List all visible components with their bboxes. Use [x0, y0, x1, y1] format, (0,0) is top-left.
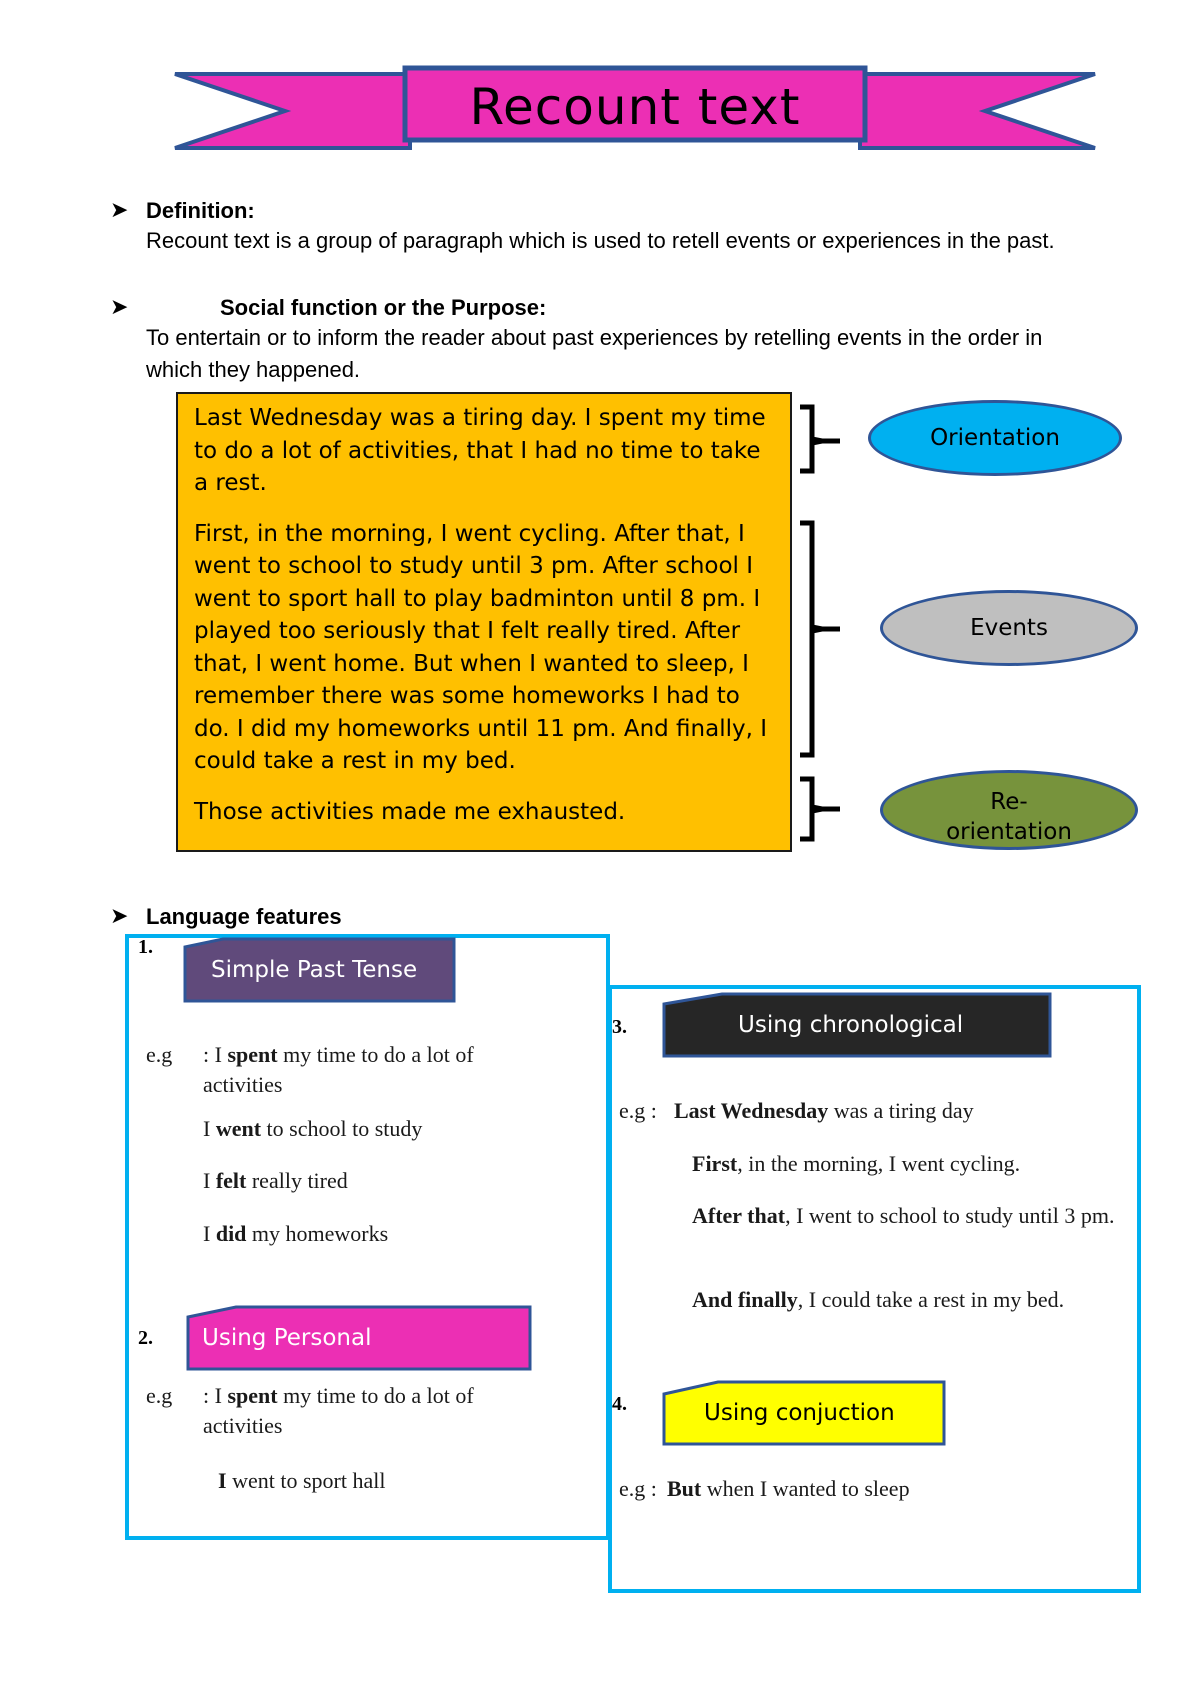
banner-right-ribbon	[860, 74, 1095, 148]
example-line: I did my homeworks	[203, 1221, 389, 1246]
story-events: First, in the morning, I went cycling. After that, I went to school to study until 3 pm. After school I went to sport hall to play badminton until 8 pm. I played too seriously that I felt really tired. After that, I went home. But when I wanted to sleep, I remember there was some homeworks I had to do. I did my homeworks until 11 pm. And finally, I could take a rest in my bed.	[194, 520, 768, 774]
eg-label: e.g	[146, 1042, 173, 1067]
recount-example-box	[176, 392, 792, 852]
example-line: I went to school to study	[203, 1116, 423, 1141]
story-reorientation: Those activities made me exhausted.	[194, 798, 626, 825]
feature-label: Simple Past Tense	[211, 957, 418, 983]
events-label: Events	[970, 615, 1048, 641]
bullet-arrow-icon: ➤	[110, 198, 129, 223]
feature-label: Using Personal	[202, 1325, 372, 1351]
feature-number: 3.	[612, 1016, 627, 1038]
orientation-oval	[868, 400, 1122, 476]
reorientation-label-line1: Re-	[990, 789, 1028, 815]
example-line: But when I wanted to sleep	[667, 1476, 910, 1501]
example-line: After that, I went to school to study until 3 pm.	[692, 1203, 1115, 1228]
reorientation-oval	[880, 770, 1138, 850]
example-line: Last Wednesday was a tiring day	[674, 1098, 974, 1123]
reorientation-label-line2: orientation	[946, 819, 1072, 845]
example-line: I felt really tired	[203, 1168, 348, 1193]
feature-label: Using chronological	[738, 1012, 964, 1038]
feature-tag-conjunction	[662, 1380, 946, 1446]
feature-number: 1.	[138, 936, 153, 958]
definition-body: Recount text is a group of paragraph which is used to retell events or experiences in the past.	[146, 228, 1055, 253]
bullet-arrow-icon: ➤	[110, 904, 129, 929]
brace-events	[800, 523, 840, 755]
feature-tag-personal	[186, 1305, 532, 1371]
definition-heading: Definition:	[146, 198, 255, 223]
orientation-label: Orientation	[930, 425, 1060, 451]
feature-number: 4.	[612, 1393, 627, 1415]
example-line: : I spent my time to do a lot of activities	[203, 1042, 474, 1097]
example-line: And finally, I could take a rest in my bed.	[692, 1287, 1065, 1312]
story-orientation: Last Wednesday was a tiring day. I spent my time to do a lot of activities, that I had no time to take a rest.	[194, 405, 766, 496]
purpose-body: To entertain or to inform the reader about past experiences by retelling events in the order in which they happened.	[146, 325, 1043, 382]
example-line: : I spent my time to do a lot of activities	[203, 1383, 474, 1438]
purpose-heading: Social function or the Purpose:	[220, 295, 547, 320]
page-title: Recount text	[469, 78, 801, 136]
feature-label: Using conjuction	[704, 1400, 895, 1426]
language-features-heading: Language features	[146, 904, 342, 929]
example-line: I went to sport hall	[218, 1468, 386, 1493]
structure-braces	[790, 395, 850, 855]
eg-label: e.g :	[619, 1098, 657, 1123]
brace-reorientation	[800, 779, 840, 839]
bullet-arrow-icon: ➤	[110, 295, 129, 320]
eg-label: e.g	[146, 1383, 173, 1408]
banner-left-ribbon	[175, 74, 410, 148]
brace-orientation	[800, 407, 840, 471]
feature-number: 2.	[138, 1327, 153, 1349]
feature-tag-chronological	[662, 992, 1052, 1058]
events-oval	[880, 590, 1138, 666]
eg-label: e.g :	[619, 1476, 657, 1501]
example-line: First, in the morning, I went cycling.	[692, 1151, 1021, 1176]
feature-tag-simple-past	[183, 937, 456, 1003]
